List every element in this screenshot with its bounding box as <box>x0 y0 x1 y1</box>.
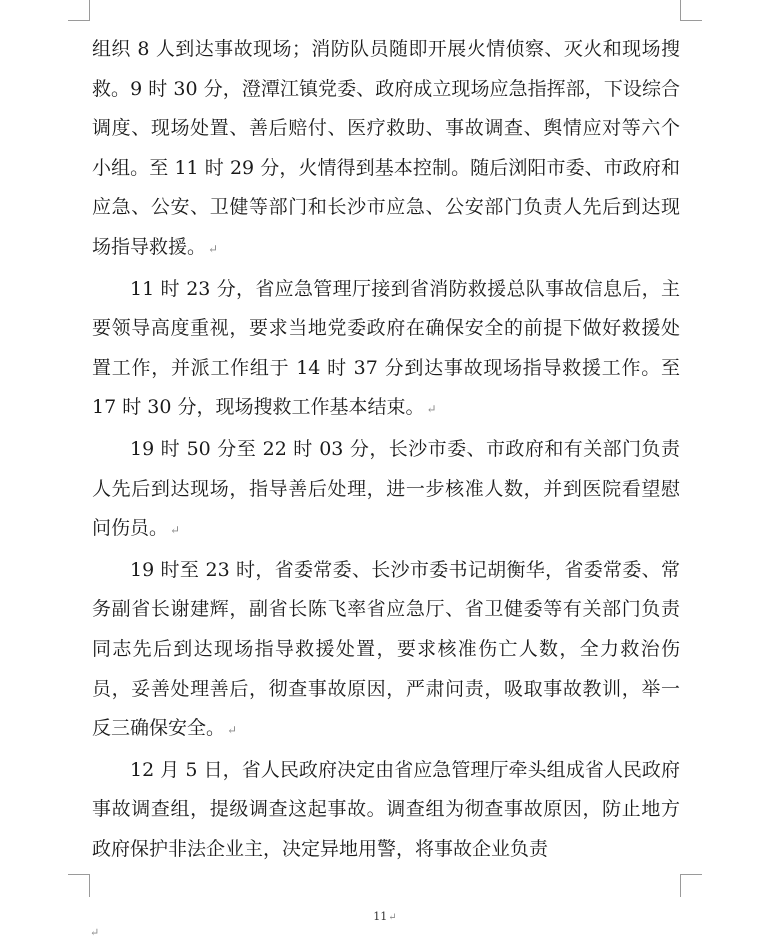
document-body[interactable] <box>92 30 680 869</box>
crop-mark-top-left-vertical <box>89 0 90 20</box>
paragraph-text: 组织 8 人到达事故现场；消防队员随即开展火情侦察、灭火和现场搜救。9 时 30 分，澄潭江镇党委、政府成立现场应急指挥部，下设综合调度、现场处置、善后赔付、医疗救助、事故调查、舆情应对等六个小组。至 11 时 29 分，火情得到基本控制。随后浏阳市委、市政府和应急、公安、卫健等部门和长沙市应急、公安部门负责人先后到达现场指导救援。 <box>92 38 680 258</box>
paragraph-mark-icon: ↵ <box>388 912 397 923</box>
paragraph-text: 19 时 50 分至 22 时 03 分，长沙市委、市政府和有关部门负责人先后到达现场，指导善后处理，进一步核准人数，并到医院看望慰问伤员。 <box>92 437 680 540</box>
paragraph-2 <box>92 270 680 430</box>
page-number-text: 11 <box>373 910 388 923</box>
paragraph-5 <box>92 751 680 870</box>
crop-mark-top-right-vertical <box>680 0 681 20</box>
page-number <box>0 910 770 923</box>
crop-mark-bottom-left-vertical <box>89 874 90 897</box>
paragraph-text: 11 时 23 分，省应急管理厅接到省消防救援总队事故信息后，主要领导高度重视，要求当地党委政府在确保安全的前提下做好救援处置工作，并派工作组于 14 时 37 分到达事故现场指导救援工作。至 17 时 30 分，现场搜救工作基本结束。 <box>92 277 680 419</box>
trailing-paragraph-mark-icon: ↵ <box>90 926 100 939</box>
paragraph-mark-icon: ↵ <box>170 523 181 538</box>
paragraph-text: 12 月 5 日，省人民政府决定由省应急管理厅牵头组成省人民政府事故调查组，提级调查这起事故。调查组为彻查事故原因，防止地方政府保护非法企业主，决定异地用警，将事故企业负责 <box>92 758 680 860</box>
paragraph-mark-icon: ↵ <box>227 723 238 738</box>
paragraph-text: 19 时至 23 时，省委常委、长沙市委书记胡衡华，省委常委、常务副省长谢建辉，副省长陈飞率省应急厅、省卫健委等有关部门负责同志先后到达现场指导救援处置，要求核准伤亡人数，全力救治伤员，妥善处理善后，彻查事故原因，严肃问责，吸取事故教训，举一反三确保安全。 <box>92 558 680 740</box>
paragraph-4 <box>92 551 680 751</box>
paragraph-mark-icon: ↵ <box>426 402 437 417</box>
paragraph-3 <box>92 430 680 551</box>
crop-mark-bottom-left-horizontal <box>68 874 90 875</box>
paragraph-mark-icon: ↵ <box>208 241 219 256</box>
crop-mark-top-right-horizontal <box>680 20 702 21</box>
crop-mark-bottom-right-vertical <box>680 874 681 897</box>
crop-mark-bottom-right-horizontal <box>680 874 702 875</box>
crop-mark-top-left-horizontal <box>68 20 90 21</box>
paragraph-1 <box>92 30 680 270</box>
